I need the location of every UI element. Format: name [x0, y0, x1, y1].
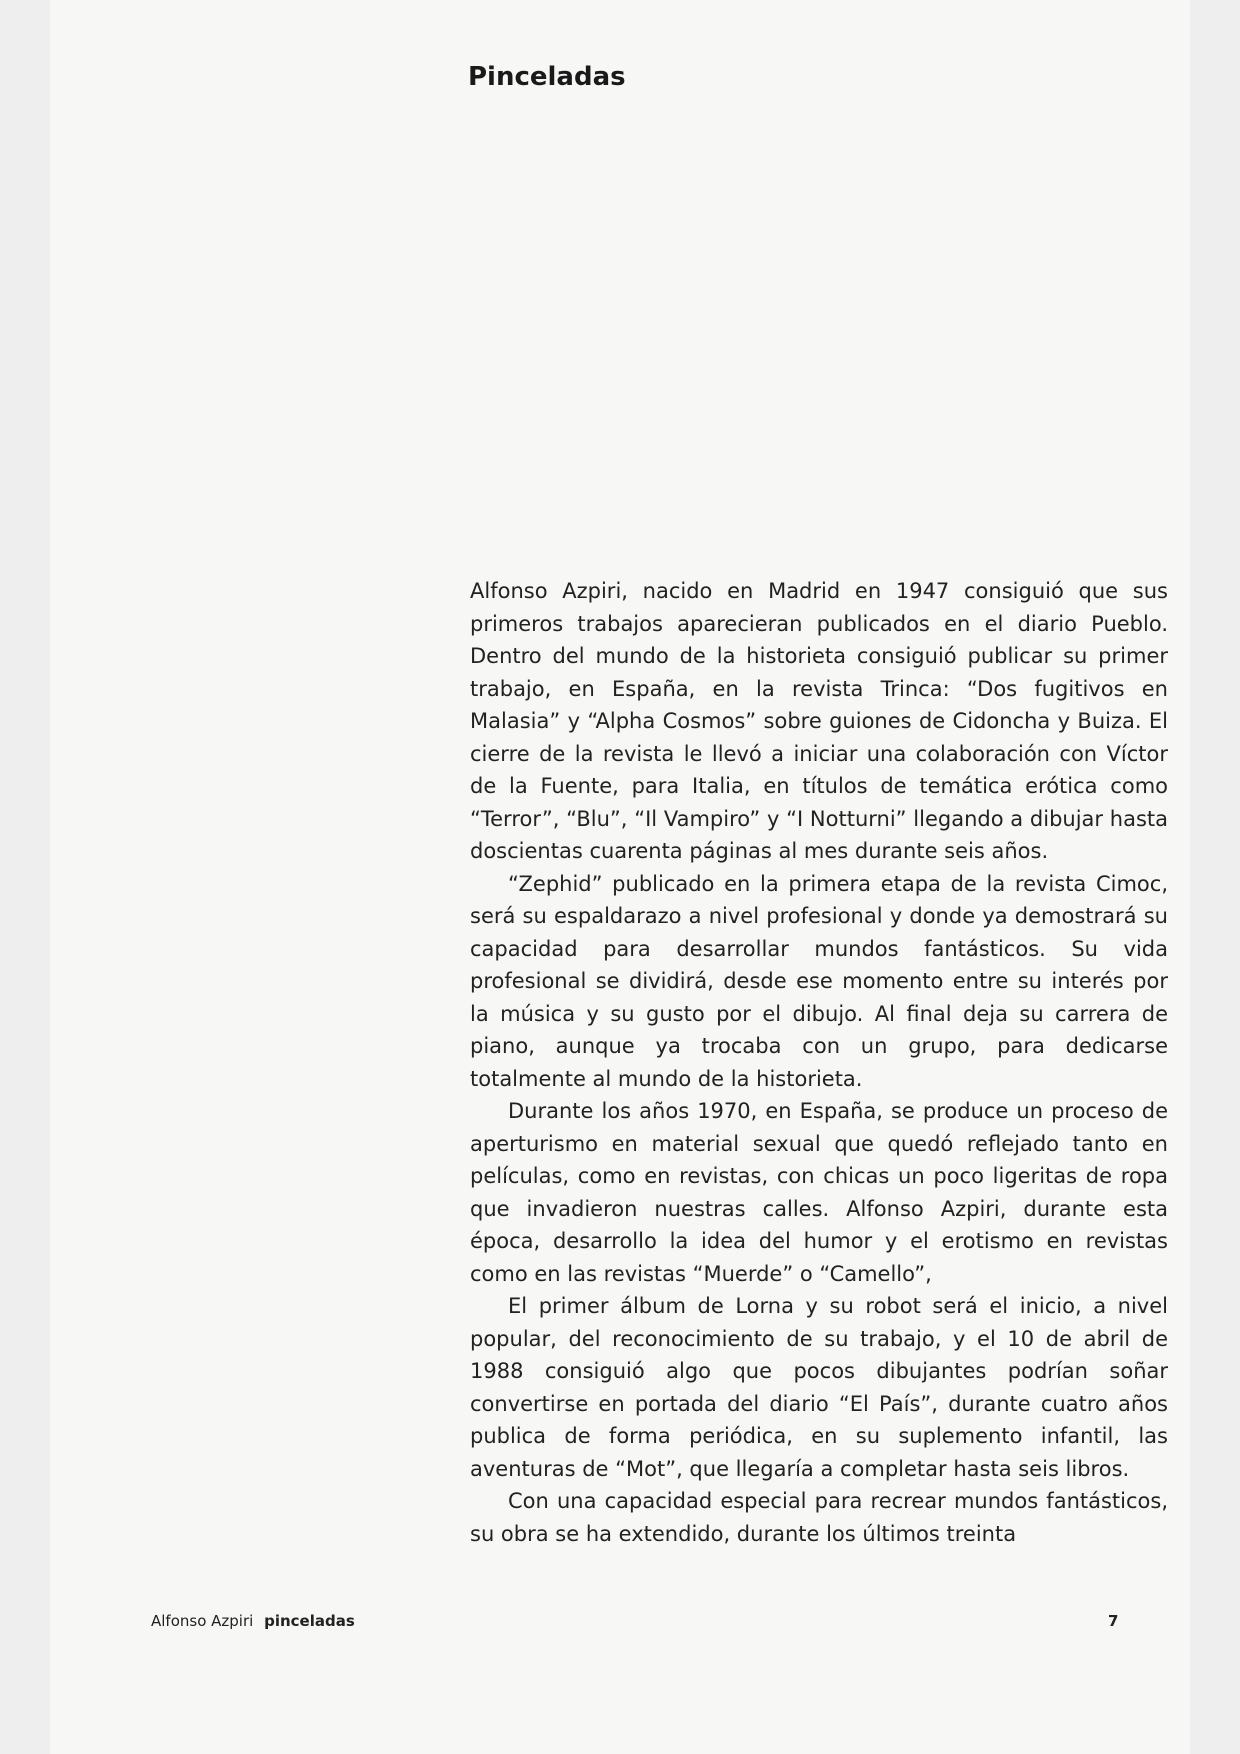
paragraph-2: “Zephid” publicado en la primera etapa de la revista Cimoc, será su espaldarazo a nivel profesional y donde ya demostrará su capacidad para desarrollar mundos fantásticos. Su vida profesional se dividirá, desde ese momento entre su interés por la música y su gusto por el dibujo. Al final deja su carrera de piano, aunque ya trocaba con un grupo, para dedicarse totalmente al mundo de la historieta. [470, 871, 1168, 1091]
page-number: 7 [1108, 1612, 1119, 1630]
paragraph-4: El primer álbum de Lorna y su robot será el inicio, a nivel popular, del reconocimiento de su trabajo, y el 10 de abril de 1988 consiguió algo que pocos dibujantes podrían soñar convertirse en portada del diario “El País”, durante cuatro años publica de forma periódica, en su suplemento infantil, las aventuras de “Mot”, que llegaría a completar hasta seis libros. [470, 1294, 1168, 1481]
paragraph-5: Con una capacidad especial para recrear mundos fantásticos, su obra se ha extendido, durante los últimos treinta [470, 1489, 1168, 1546]
paragraph-1: Alfonso Azpiri, nacido en Madrid en 1947 consiguió que sus primeros trabajos aparecieran publicados en el diario Pueblo. Dentro del mundo de la historieta consiguió publicar su primer trabajo, en España, en la revista Trinca: “Dos fugitivos en Malasia” y “Alpha Cosmos” sobre guiones de Cidoncha y Buiza. El cierre de la revista le llevó a iniciar una colaboración con Víctor de la Fuente, para Italia, en títulos de temática erótica como “Terror”, “Blu”, “Il Vampiro” y “I Notturni” llegando a dibujar hasta doscientas cuarenta páginas al mes durante seis años. [470, 579, 1168, 863]
paragraph-3: Durante los años 1970, en España, se produce un proceso de aperturismo en material sexual que quedó reflejado tanto en películas, como en revistas, con chicas un poco ligeritas de ropa que invadieron nuestras calles. Alfonso Azpiri, durante esta época, desarrollo la idea del humor y el erotismo en revistas como en las revistas “Muerde” o “Camello”, [470, 1099, 1168, 1286]
footer-author: Alfonso Azpiri [151, 1612, 254, 1630]
page-title: Pinceladas [468, 62, 626, 92]
page-sheet [50, 0, 1190, 1754]
running-footer [151, 1612, 355, 1630]
footer-book-title: pinceladas [264, 1612, 355, 1630]
body-text [470, 575, 1168, 1550]
